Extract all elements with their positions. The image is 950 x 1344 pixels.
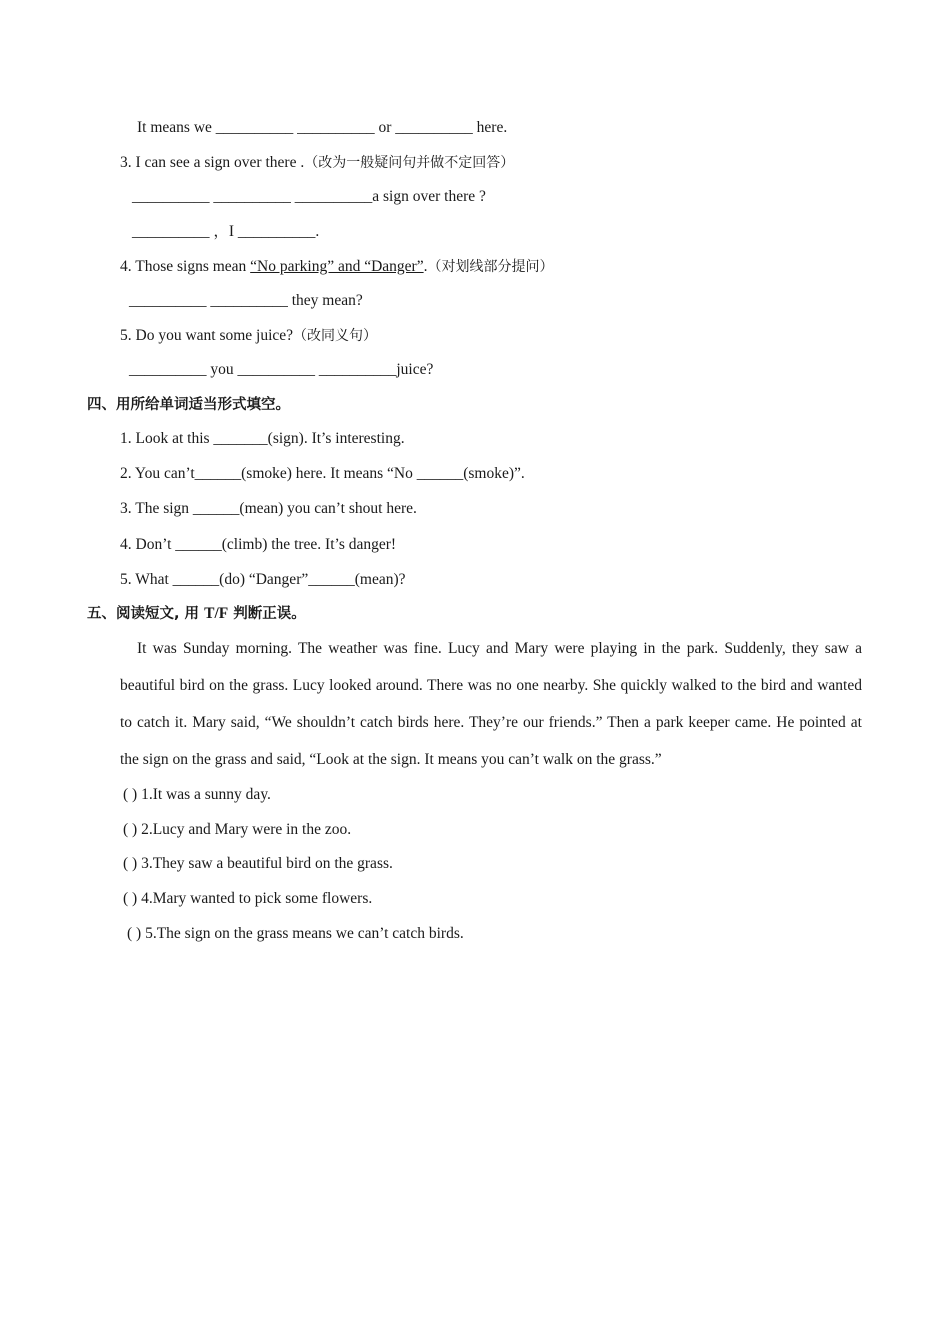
question-3: [120, 153, 514, 173]
section-4-heading: 四、用所给单词适当形式填空。: [87, 397, 290, 413]
means-answer-line: It means we __________ __________ or __________ here.: [137, 119, 508, 136]
section-5-heading-pre: 五、阅读短文, 用: [87, 606, 205, 622]
question-3-text: 3. I can see a sign over there .: [120, 154, 305, 171]
question-3-answer-line-1: __________ __________ __________a sign over there ?: [132, 188, 486, 205]
question-3-instruction: （改为一般疑问句并做不定回答）: [304, 155, 515, 171]
section-4-item-4: 4. Don’t ______(climb) the tree. It’s danger!: [120, 536, 397, 553]
question-5-text: 5. Do you want some juice?: [120, 327, 294, 344]
tf-item-3: ( ) 3.They saw a beautiful bird on the grass.: [123, 855, 393, 872]
question-5: [120, 326, 377, 346]
question-4-text: 4. Those signs mean: [120, 258, 251, 275]
tf-item-1: ( ) 1.It was a sunny day.: [123, 786, 271, 803]
tf-item-2: ( ) 2.Lucy and Mary were in the zoo.: [123, 821, 352, 838]
section-5-heading: [87, 604, 306, 624]
section-4-item-3: 3. The sign ______(mean) you can’t shout here.: [120, 500, 417, 517]
section-4-item-2: 2. You can’t______(smoke) here. It means “No ______(smoke)”.: [120, 465, 525, 482]
section-5-heading-tf: T/F: [204, 605, 229, 622]
tf-item-4: ( ) 4.Mary wanted to pick some flowers.: [123, 890, 373, 907]
reading-passage-text: It was Sunday morning. The weather was fine. Lucy and Mary were playing in the park. Suddenly, they saw a beautiful bird on the grass. Lucy looked around. There was no one nearby. She quickly walked to the bird and wanted to catch it. Mary said, “We shouldn’t catch birds here. They’re our friends.” Then a park keeper came. He pointed at the sign on the grass and said, “Look at the sign. It means you can’t walk on the grass.”: [120, 640, 862, 768]
question-5-answer-line: __________ you __________ __________juice?: [129, 361, 434, 378]
question-4-underlined: “No parking” and “Danger”: [250, 258, 424, 275]
question-3-answer-line-2: __________ ，I __________.: [132, 223, 320, 240]
question-4-answer-line: __________ __________ they mean?: [129, 292, 363, 309]
section-4-item-5: 5. What ______(do) “Danger”______(mean)?: [120, 571, 406, 588]
reading-passage: [120, 630, 862, 778]
question-5-instruction: （改同义句）: [293, 328, 378, 344]
section-4-item-1: 1. Look at this _______(sign). It’s interesting.: [120, 430, 405, 447]
question-4: [120, 257, 553, 277]
question-4-instruction: （对划线部分提问）: [427, 259, 554, 275]
tf-item-5: ( ) 5.The sign on the grass means we can’t catch birds.: [127, 925, 464, 942]
section-5-heading-post: 判断正误。: [228, 606, 306, 622]
question-4-period: .: [423, 258, 428, 275]
